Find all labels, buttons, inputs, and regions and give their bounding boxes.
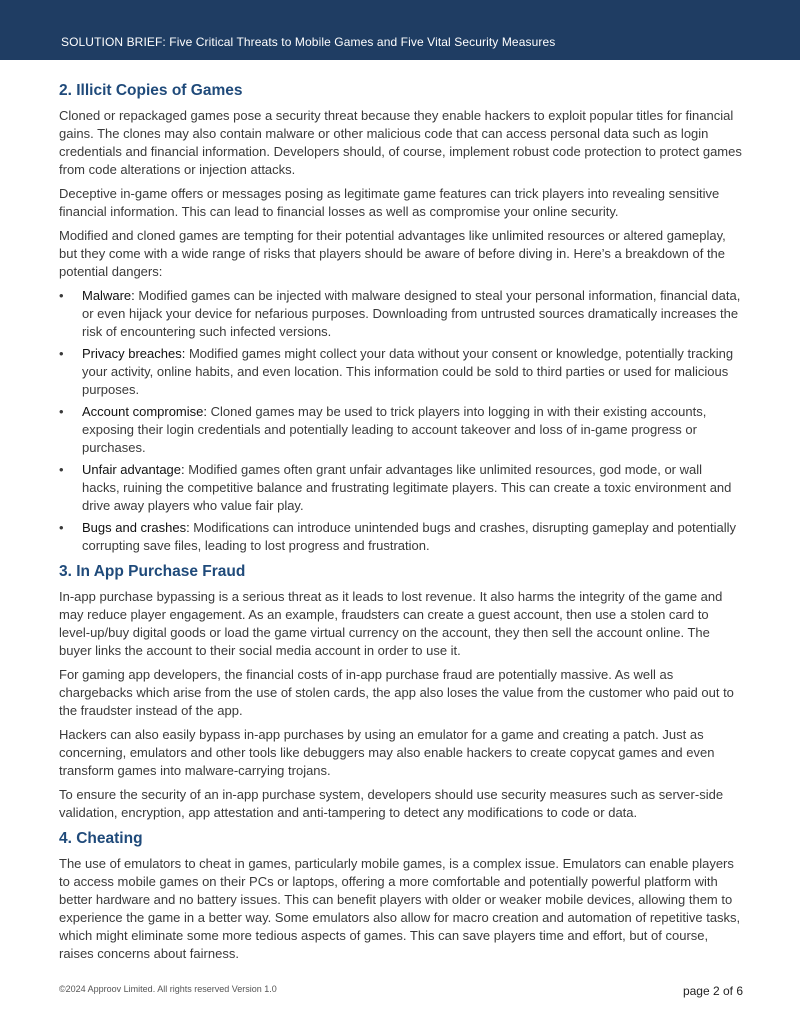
- bullet-icon: •: [59, 346, 64, 361]
- section-illicit-copies: [59, 80, 743, 555]
- list-item-term: Privacy breaches:: [82, 346, 186, 361]
- main-content: [59, 80, 743, 969]
- header-title: SOLUTION BRIEF: Five Critical Threats to Mobile Games and Five Vital Security Measures: [61, 35, 556, 49]
- list-item-text: Modified games often grant unfair advantages like unlimited resources, god mode, or wall hacks, ruining the competitive balance and frustrating legitimate players. This can create a toxic environment and drive away players who value fair play.: [82, 462, 732, 513]
- list-item-text: Cloned games may be used to trick players into logging in with their existing accounts, exposing their login credentials and potentially leading to account takeover and loss of in-game progress or purchases.: [82, 404, 707, 455]
- paragraph: Hackers can also easily bypass in-app purchases by using an emulator for a game and creating a patch. Just as concerning, emulators and other tools like debuggers may also enable hackers to create copycat games and even transform games into malware-carrying trojans.: [59, 727, 715, 778]
- section-cheating: [59, 828, 743, 963]
- paragraph: Deceptive in-game offers or messages posing as legitimate game features can trick players into revealing sensitive financial information. This can lead to financial losses as well as compromise your online security.: [59, 186, 720, 219]
- bullet-icon: •: [59, 404, 64, 419]
- section-in-app-purchase-fraud: [59, 561, 743, 822]
- section-heading: 4. Cheating: [59, 830, 143, 847]
- paragraph: For gaming app developers, the financial costs of in-app purchase fraud are potentially massive. As well as chargebacks which arise from the use of stolen cards, the app also loses the value from the customer who paid out to the fraudster instead of the app.: [59, 667, 734, 718]
- bullet-icon: •: [59, 520, 64, 535]
- dangers-list: [59, 287, 743, 555]
- bullet-icon: •: [59, 288, 64, 303]
- page-number: page 2 of 6: [682, 984, 743, 998]
- footer-copyright: ©2024 Approov Limited. All rights reserved Version 1.0: [59, 984, 277, 994]
- page-header: [0, 0, 800, 60]
- list-item-term: Account compromise:: [82, 404, 207, 419]
- paragraph: To ensure the security of an in-app purchase system, developers should use security measures such as server-side validation, encryption, app attestation and anti-tampering to detect any modifications to code or data.: [59, 787, 724, 820]
- list-item-term: Bugs and crashes:: [82, 520, 190, 535]
- list-item: [59, 403, 743, 457]
- section-heading: 3. In App Purchase Fraud: [59, 563, 246, 580]
- section-heading: 2. Illicit Copies of Games: [59, 82, 243, 99]
- paragraph: Modified and cloned games are tempting for their potential advantages like unlimited resources or altered gameplay, but they come with a wide range of risks that players should be aware of before diving in. Here’s a breakdown of the potential dangers:: [59, 228, 726, 279]
- list-item: [59, 345, 743, 399]
- list-item-text: Modifications can introduce unintended bugs and crashes, disrupting gameplay and potentially corrupting save files, leading to lost progress and frustration.: [82, 520, 737, 553]
- list-item-text: Modified games can be injected with malware designed to steal your personal information, financial data, or even hijack your device for nefarious purposes. Downloading from untrusted sources dramatically increases the risk of encountering such infected versions.: [82, 288, 741, 339]
- list-item-term: Malware:: [82, 288, 135, 303]
- paragraph: In-app purchase bypassing is a serious threat as it leads to lost revenue. It also harms the integrity of the game and may reduce player engagement. As an example, fraudsters can create a guest account, then use a stolen card to level-up/buy digital goods or load the game virtual currency on the account, they then sell the account online. The buyer links the account to their social media account in order to use it.: [59, 589, 723, 658]
- list-item-term: Unfair advantage:: [82, 462, 185, 477]
- paragraph: Cloned or repackaged games pose a security threat because they enable hackers to exploit popular titles for financial gains. The clones may also contain malware or other malicious code that can access personal data such as login credentials and financial information. Developers should, of course, implement robust code protection to protect games from code alterations or injection attacks.: [59, 108, 742, 177]
- list-item-text: Modified games might collect your data without your consent or knowledge, potentially tracking your activity, online habits, and even location. This information could be sold to third parties or used for malicious purposes.: [82, 346, 734, 397]
- bullet-icon: •: [59, 462, 64, 477]
- list-item: [59, 461, 743, 515]
- list-item: [59, 519, 743, 555]
- list-item: [59, 287, 743, 341]
- paragraph: The use of emulators to cheat in games, particularly mobile games, is a complex issue. Emulators can enable players to access mobile games on their PCs or laptops, offering a more comfortable and potentially powerful platform with better hardware and no battery issues. This can benefit players with older or weaker mobile devices, allowing them to experience the game in a better way. Some emulators also allow for macro creation and automation of repetitive tasks, which might eliminate some more tedious aspects of games. This can save players time and effort, but of course, raises concerns about fairness.: [59, 856, 741, 961]
